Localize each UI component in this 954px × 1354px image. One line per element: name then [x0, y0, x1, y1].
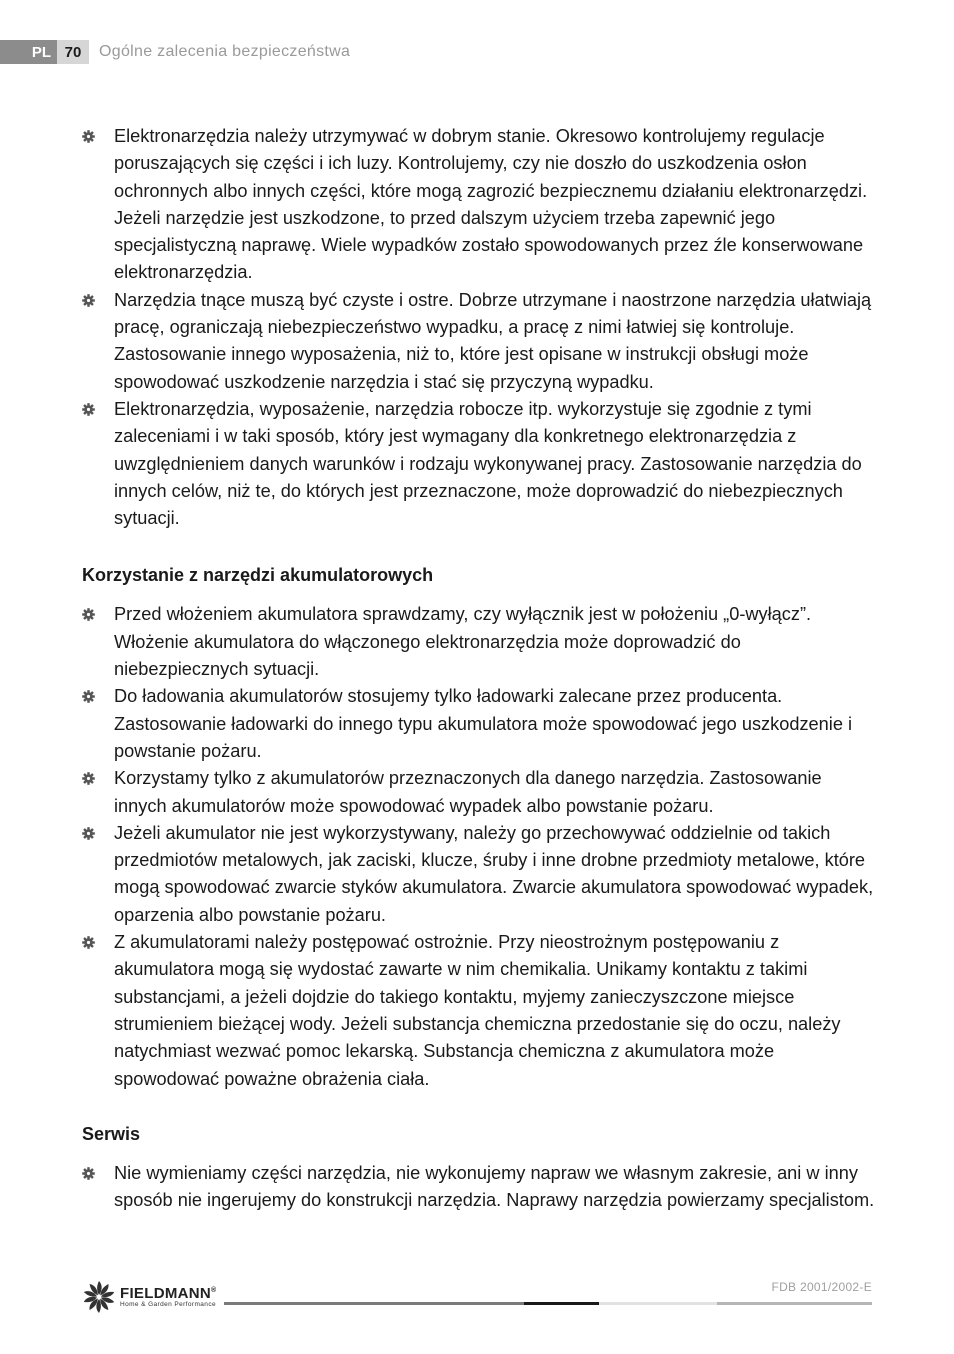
gear-bullet-icon — [82, 1167, 95, 1180]
brand-tagline: Home & Garden Performance — [120, 1300, 216, 1308]
gear-bullet-icon — [82, 294, 95, 307]
page-number: 70 — [57, 40, 89, 64]
bullet-item — [82, 287, 877, 396]
header-title: Ogólne zalecenia bezpieczeństwa — [99, 43, 351, 60]
bullet-item — [82, 601, 877, 683]
bullet-text: Elektronarzędzia należy utrzymywać w dobrym stanie. Okresowo kontrolujemy regulacje poruszających się części i ich luzy. Kontrolujemy, czy nie doszło do uszkodzenia osłon ochronnych albo innych części, które mogą zagrozić bezpiecznemu działaniu elektronarzędzi. Jeżeli narzędzie jest uszkodzone, to przed dalszym użyciem trzeba zapewnić jego specjalistyczną naprawę. Wiele wypadków zostało spowodowanych przez źle konserwowane elektronarzędzia. — [114, 126, 868, 283]
bullet-text: Narzędzia tnące muszą być czyste i ostre. Dobrze utrzymane i naostrzone narzędzia ułatwiają pracę, ograniczają niebezpieczeństwo wypadku, a pracę z nimi łatwiej się kontroluje. Zastosowanie innego wyposażenia, niż to, które jest opisane w instrukcji obsługi może spowodować uszkodzenie narzędzia i stać się przyczyną wypadku. — [114, 289, 872, 392]
intro-list — [82, 123, 877, 532]
bullet-text: Elektronarzędzia, wyposażenie, narzędzia robocze itp. wykorzystuje się zgodnie z tymi zaleceniami i w taki sposób, który jest wymagany dla konkretnego elektronarzędzia z uwzględnieniem danych warunków i rodzaju wykonywanej pracy. Zastosowanie narzędzia do innych celów, niż te, do których jest przeznaczone, może doprowadzić do niebezpiecznych sytuacji. — [114, 398, 862, 529]
bullet-text: Z akumulatorami należy postępować ostrożnie. Przy nieostrożnym postępowaniu z akumulatora mogą się wydostać zawarte w nim chemikalia. Unikamy kontaktu z takimi substancjami, a jeżeli dojdzie do takiego kontaktu, myjemy zanieczyszczone miejsce strumieniem bieżącej wody. Jeżeli substancja chemiczna przedostanie się do oczu, należy natychmiast wezwać pomoc lekarską. Substancja chemiczna z akumulatora może spowodować poważne obrażenia ciała. — [114, 932, 841, 1089]
bullet-text: Do ładowania akumulatorów stosujemy tylko ładowarki zalecane przez producenta. Zastosowanie ładowarki do innego typu akumulatora może spowodować jego uszkodzenie i powstanie pożaru. — [114, 686, 853, 761]
footer-bar-grey-right — [717, 1302, 872, 1305]
footer-bar-light — [599, 1302, 717, 1305]
bullet-text: Korzystamy tylko z akumulatorów przeznaczonych dla danego narzędzia. Zastosowanie innych akumulatorów może spowodować wypadek albo powstanie pożaru. — [114, 768, 822, 816]
fan-swirl-logo-icon — [82, 1280, 116, 1314]
bullet-item — [82, 683, 877, 765]
bullet-item — [82, 929, 877, 1093]
gear-bullet-icon — [82, 608, 95, 621]
bullet-item — [82, 123, 877, 287]
language-tab: PL — [0, 40, 57, 64]
battery-list — [82, 601, 877, 1092]
footer-bar-dark-left — [224, 1302, 524, 1305]
bullet-text: Przed włożeniem akumulatora sprawdzamy, czy wyłącznik jest w położeniu „0-wyłącz”. Włożenie akumulatora do włączonego elektronarzędzia może doprowadzić do niebezpiecznych sytuacji. — [114, 604, 812, 680]
gear-bullet-icon — [82, 772, 95, 785]
bullet-text: Jeżeli akumulator nie jest wykorzystywany, należy go przechowywać oddzielnie od takich przedmiotów metalowych, jak zaciski, klucze, śruby i inne drobne przedmioty metalowe, które mogą spowodować zwarcie styków akumulatora. Zwarcie akumulatora spowodować wypadek, oparzenia albo powstanie pożaru. — [114, 822, 874, 925]
bullet-text: Nie wymieniamy części narzędzia, nie wykonujemy napraw we własnym zakresie, ani w inny sposób nie ingerujemy do konstrukcji narzędzia. Naprawy narzędzia powierzamy specjalistom. — [114, 1162, 875, 1211]
brand-name: FIELDMANN — [120, 1284, 212, 1302]
model-number: FDB 2001/2002-E — [771, 1280, 872, 1294]
gear-bullet-icon — [82, 690, 95, 703]
bullet-item — [82, 1160, 877, 1215]
footer-bar-black — [524, 1302, 599, 1305]
gear-bullet-icon — [82, 130, 95, 143]
registered-mark: ® — [211, 1286, 217, 1294]
service-list — [82, 1160, 877, 1215]
page-footer — [0, 1276, 954, 1316]
gear-bullet-icon — [82, 936, 95, 949]
bullet-item — [82, 765, 877, 820]
service-section-heading: Serwis — [82, 1123, 141, 1144]
battery-section-heading: Korzystanie z narzędzi akumulatorowych — [82, 565, 434, 586]
bullet-item — [82, 820, 877, 929]
page-header — [0, 40, 350, 64]
gear-bullet-icon — [82, 827, 95, 840]
gear-bullet-icon — [82, 403, 95, 416]
brand-logo — [82, 1280, 217, 1314]
main-content — [82, 123, 877, 1214]
bullet-item — [82, 396, 877, 532]
